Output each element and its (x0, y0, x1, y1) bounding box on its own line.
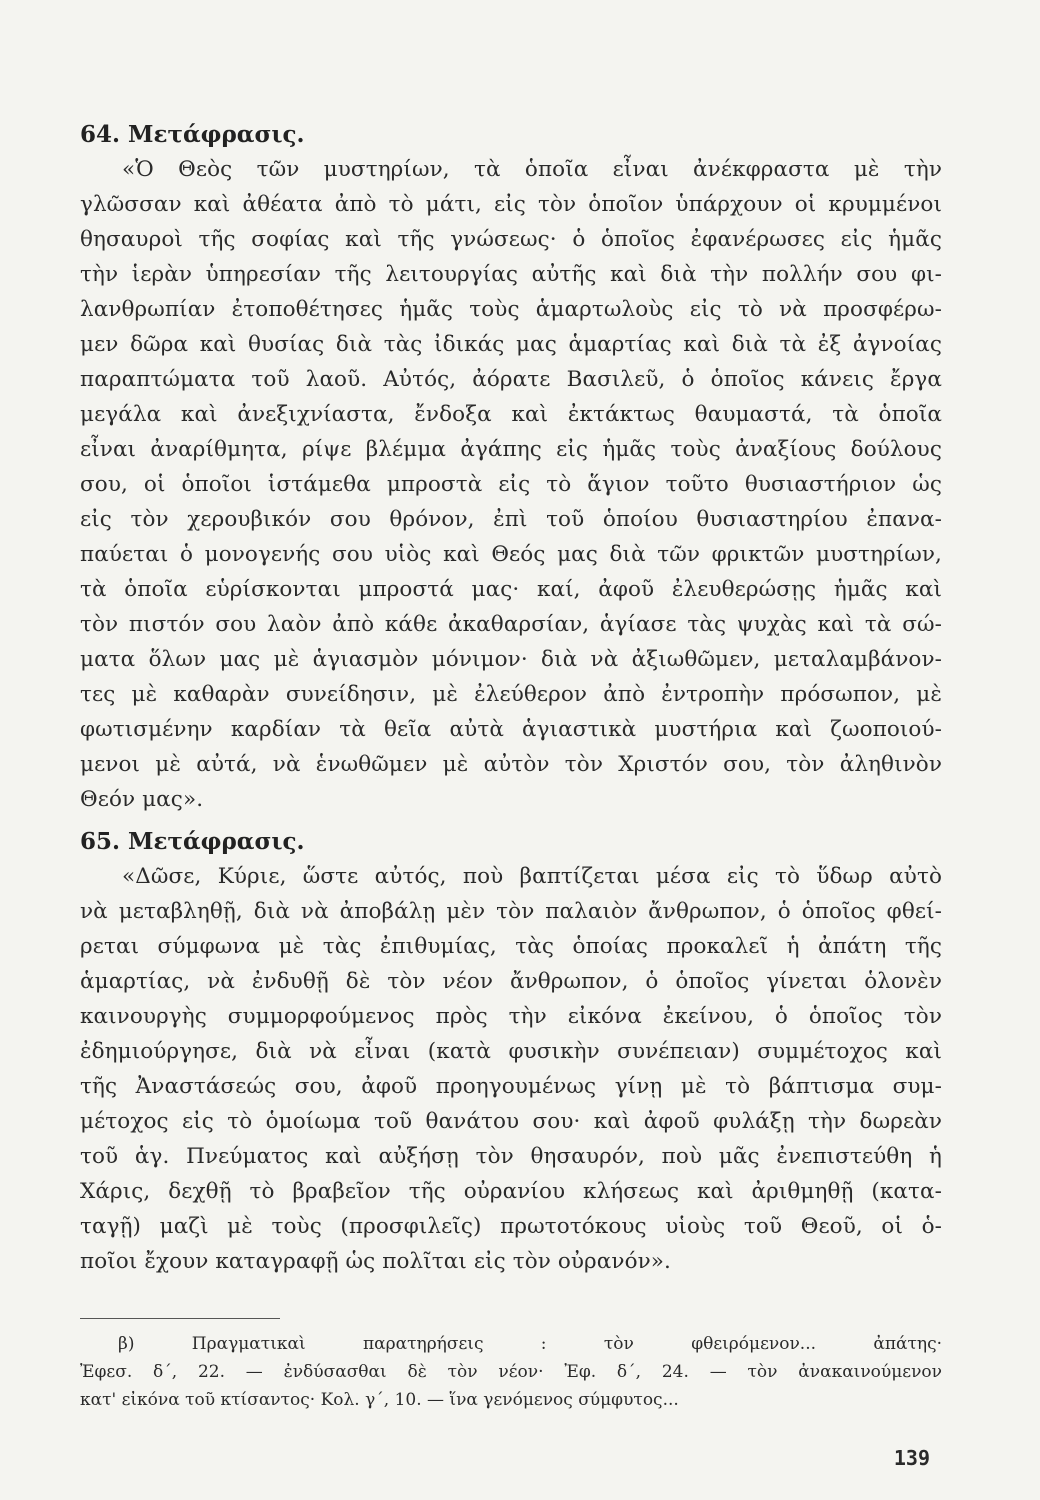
section-64-text (80, 152, 942, 817)
footnote (80, 1330, 942, 1414)
text-line: ματα ὅλων μας μὲ ἁγιασμὸν μόνιμον· διὰ νὰ ἀξιωθῶμεν, μεταλαμβάνον- (80, 647, 942, 672)
text-line: Χάρις, δεχθῇ τὸ βραβεῖον τῆς οὐρανίου κλήσεως καὶ ἀριθμηθῇ (κατα- (80, 1179, 942, 1204)
text-line: εἰς τὸν χερουβικόν σου θρόνον, ἐπὶ τοῦ ὁποίου θυσιαστηρίου ἐπανα- (80, 507, 942, 532)
page-body (80, 118, 942, 1279)
text-line: ἁμαρτίας, νὰ ἐνδυθῇ δὲ τὸν νέον ἄνθρωπον, ὁ ὁποῖος γίνεται ὁλονὲν (80, 969, 942, 994)
text-line: τὸν πιστόν σου λαὸν ἀπὸ κάθε ἀκαθαρσίαν, ἁγίασε τὰς ψυχὰς καὶ τὰ σώ- (80, 612, 942, 637)
section-64-heading: 64. Μετάφρασις. (80, 121, 305, 148)
footnote-divider (80, 1318, 280, 1319)
text-line: τὰ ὁποῖα εὑρίσκονται μπροστά μας· καί, ἀφοῦ ἐλευθερώσῃς ἡμᾶς καὶ (80, 577, 942, 602)
text-line: μεγάλα καὶ ἀνεξιχνίαστα, ἔνδοξα καὶ ἐκτάκτως θαυμαστά, τὰ ὁποῖα (80, 402, 942, 427)
section-65-heading: 65. Μετάφρασις. (80, 828, 305, 855)
text-line: παύεται ὁ μονογενής σου υἱὸς καὶ Θεός μας διὰ τῶν φρικτῶν μυστηρίων, (80, 542, 942, 567)
text-line: μενοι μὲ αὐτά, νὰ ἑνωθῶμεν μὲ αὐτὸν τὸν Χριστόν σου, τὸν ἀληθινὸν (80, 752, 942, 777)
text-line: μέτοχος εἰς τὸ ὁμοίωμα τοῦ θανάτου σου· καὶ ἀφοῦ φυλάξῃ τὴν δωρεὰν (80, 1109, 942, 1134)
text-line: παραπτώματα τοῦ λαοῦ. Αὐτός, ἀόρατε Βασιλεῦ, ὁ ὁποῖος κάνεις ἔργα (80, 367, 942, 392)
footnote-line: Ἐφεσ. δ´, 22. — ἐνδύσασθαι δὲ τὸν νέον· Ἐφ. δ´, 24. — τὸν ἀνακαινούμενον (80, 1362, 942, 1382)
text-line: Θεόν μας». (80, 787, 204, 812)
text-line: «Ὁ Θεὸς τῶν μυστηρίων, τὰ ὁποῖα εἶναι ἀνέκφραστα μὲ τὴν (122, 157, 942, 182)
text-line: τὴν ἱερὰν ὑπηρεσίαν τῆς λειτουργίας αὐτῆς καὶ διὰ τὴν πολλήν σου φι- (80, 262, 942, 287)
text-line: γλῶσσαν καὶ ἀθέατα ἀπὸ τὸ μάτι, εἰς τὸν ὁποῖον ὑπάρχουν οἱ κρυμμένοι (80, 192, 942, 217)
text-line: λανθρωπίαν ἐτοποθέτησες ἡμᾶς τοὺς ἁμαρτωλοὺς εἰς τὸ νὰ προσφέρω- (80, 297, 942, 322)
footnote-line: κατ' εἰκόνα τοῦ κτίσαντος· Κολ. γ´, 10. — ἵνα γενόμενος σύμφυτος... (80, 1390, 679, 1410)
text-line: τῆς Ἀναστάσεώς σου, ἀφοῦ προηγουμένως γίνῃ μὲ τὸ βάπτισμα συμ- (80, 1074, 942, 1099)
text-line: ποῖοι ἔχουν καταγραφῇ ὡς πολῖται εἰς τὸν οὐρανόν». (80, 1249, 671, 1274)
text-line: φωτισμένην καρδίαν τὰ θεῖα αὐτὰ ἁγιαστικὰ μυστήρια καὶ ζωοποιού- (80, 717, 942, 742)
page-number: 139 (893, 1446, 930, 1470)
footnote-line: β) Πραγματικαὶ παρατηρήσεις : τὸν φθειρόμενον... ἀπάτης· (118, 1334, 942, 1354)
text-line: ταγῇ) μαζὶ μὲ τοὺς (προσφιλεῖς) πρωτοτόκους υἱοὺς τοῦ Θεοῦ, οἱ ὁ- (80, 1214, 942, 1239)
text-line: θησαυροὶ τῆς σοφίας καὶ τῆς γνώσεως· ὁ ὁποῖος ἐφανέρωσες εἰς ἡμᾶς (80, 227, 942, 252)
text-line: τοῦ ἁγ. Πνεύματος καὶ αὐξήσῃ τὸν θησαυρόν, ποὺ μᾶς ἐνεπιστεύθη ἡ (80, 1144, 942, 1169)
text-line: εἶναι ἀναρίθμητα, ρίψε βλέμμα ἀγάπης εἰς ἡμᾶς τοὺς ἀναξίους δούλους (80, 437, 942, 462)
text-line: ἐδημιούργησε, διὰ νὰ εἶναι (κατὰ φυσικὴν συνέπειαν) συμμέτοχος καὶ (80, 1039, 942, 1064)
text-line: ρεται σύμφωνα μὲ τὰς ἐπιθυμίας, τὰς ὁποίας προκαλεῖ ἡ ἀπάτη τῆς (80, 934, 942, 959)
section-65-text (80, 859, 942, 1279)
text-line: μεν δῶρα καὶ θυσίας διὰ τὰς ἰδικάς μας ἁμαρτίας καὶ διὰ τὰ ἐξ ἀγνοίας (80, 332, 942, 357)
text-line: σου, οἱ ὁποῖοι ἱστάμεθα μπροστὰ εἰς τὸ ἅγιον τοῦτο θυσιαστήριον ὡς (80, 472, 942, 497)
text-line: τες μὲ καθαρὰν συνείδησιν, μὲ ἐλεύθερον ἀπὸ ἐντροπὴν πρόσωπον, μὲ (80, 682, 942, 707)
text-line: νὰ μεταβληθῇ, διὰ νὰ ἀποβάλῃ μὲν τὸν παλαιὸν ἄνθρωπον, ὁ ὁποῖος φθεί- (80, 899, 942, 924)
text-line: «Δῶσε, Κύριε, ὥστε αὐτός, ποὺ βαπτίζεται μέσα εἰς τὸ ὕδωρ αὐτὸ (122, 864, 942, 889)
text-line: καινουργὴς συμμορφούμενος πρὸς τὴν εἰκόνα ἐκείνου, ὁ ὁποῖος τὸν (80, 1004, 942, 1029)
